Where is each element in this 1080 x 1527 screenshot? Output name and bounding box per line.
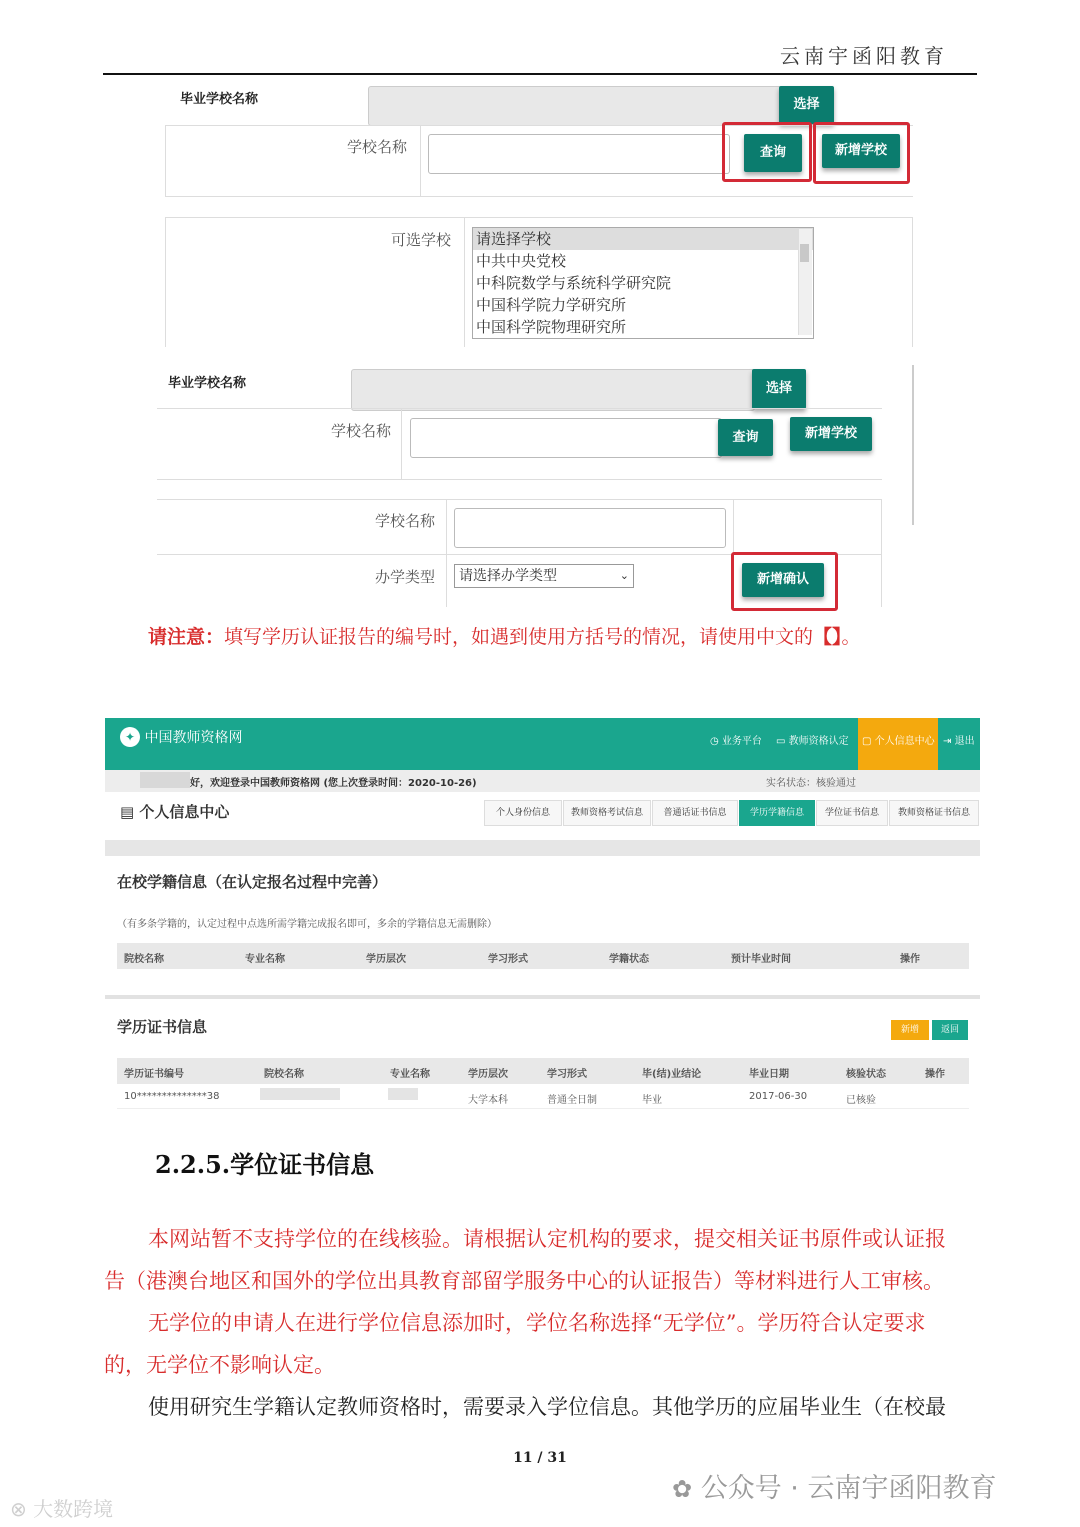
- nav-logout[interactable]: [943, 732, 975, 747]
- label-graduate-school: 毕业学校名称: [168, 376, 247, 391]
- notice-prefix: 请注意：: [148, 626, 225, 648]
- form-divider: [157, 479, 882, 480]
- cert-col-header: 学历证书编号: [124, 1069, 184, 1080]
- label-school-name-2: 学校名称: [375, 512, 436, 530]
- enroll-col-header: 学历层次: [366, 954, 406, 965]
- tab-exam[interactable]: 教师资格考试信息: [563, 800, 651, 826]
- cert-title: 学历证书信息: [117, 1018, 208, 1036]
- form-divider: [912, 365, 914, 525]
- scrollbar-thumb[interactable]: [800, 244, 809, 262]
- site-watermark: [10, 1493, 113, 1522]
- wechat-watermark: [672, 1466, 996, 1505]
- nav-personal-center[interactable]: [862, 732, 935, 747]
- enroll-col-header: 院校名称: [124, 954, 164, 965]
- form-divider: [464, 217, 465, 347]
- school-type-value: 请选择办学类型: [459, 568, 557, 584]
- list-option[interactable]: 中共中央党校: [476, 252, 567, 270]
- cert-col-header: 学历层次: [468, 1069, 508, 1080]
- notice-text: [148, 622, 861, 649]
- paragraph-line: 无学位的申请人在进行学位信息添加时，学位名称选择“无学位”。学历符合认定要求: [148, 1311, 926, 1335]
- page-title-text: 个人信息中心: [139, 803, 230, 821]
- paragraph-line: 的，无学位不影响认定。: [104, 1353, 335, 1377]
- cert-col-header: 专业名称: [390, 1069, 430, 1080]
- logout-icon: ⇥: [943, 736, 952, 747]
- blurred-school: [260, 1088, 340, 1100]
- label-school-name: 学校名称: [331, 422, 392, 440]
- enroll-title: 在校学籍信息（在认定报名过程中完善）: [117, 873, 388, 891]
- blurred-major: [388, 1088, 418, 1100]
- confirm-add-button[interactable]: 新增确认: [742, 563, 824, 597]
- cert-study-form: 普通全日制: [547, 1095, 597, 1106]
- nav-label: 个人信息中心: [874, 736, 935, 747]
- list-option[interactable]: 中科院数学与系统科学研究院: [476, 274, 672, 292]
- form-divider: [165, 196, 913, 197]
- form-divider: [165, 217, 913, 218]
- section-divider: [105, 840, 980, 856]
- tab-degree[interactable]: 学位证书信息: [816, 800, 888, 826]
- school-listbox[interactable]: [472, 227, 814, 339]
- cert-verify-status: 已核验: [846, 1095, 876, 1106]
- cert-number: 10**************38: [124, 1091, 220, 1102]
- select-button[interactable]: 选择: [779, 86, 834, 124]
- enroll-col-header: 专业名称: [245, 954, 285, 965]
- cert-col-header: 学习形式: [547, 1069, 587, 1080]
- notice-end: 。: [841, 626, 861, 648]
- archive-icon: ▤: [120, 803, 135, 821]
- cert-col-header: 操作: [925, 1069, 945, 1080]
- label-school-type: 办学类型: [375, 568, 436, 586]
- back-button[interactable]: 返回: [932, 1020, 968, 1040]
- list-option[interactable]: 中国科学院物理研究所: [476, 318, 627, 336]
- header-org: 云南宇函阳教育: [780, 44, 948, 68]
- cert-level: 大学本科: [468, 1095, 508, 1106]
- enroll-col-header: 学籍状态: [609, 954, 649, 965]
- notice-bracket: 【】: [813, 626, 842, 648]
- new-school-name-input[interactable]: [454, 508, 726, 548]
- cert-col-header: 毕(结)业结论: [642, 1069, 702, 1080]
- tab-education[interactable]: 学历学籍信息: [739, 800, 815, 826]
- list-option[interactable]: 请选择学校: [473, 228, 813, 250]
- watermark2-text: 大数跨境: [33, 1497, 114, 1521]
- tab-mandarin[interactable]: 普通话证书信息: [652, 800, 738, 826]
- select-button[interactable]: 选择: [752, 369, 806, 409]
- form-divider: [446, 499, 447, 607]
- watermark-text: 公众号 · 云南宇函阳教育: [700, 1473, 997, 1504]
- notice-body: 填写学历认证报告的编号时，如遇到使用方括号的情况，请使用中文的: [224, 626, 814, 648]
- blurred-name: [140, 772, 190, 788]
- tab-teacher-cert[interactable]: 教师资格证书信息: [889, 800, 979, 826]
- form-divider: [881, 499, 882, 607]
- site-logo-text: 中国教师资格网: [144, 730, 243, 746]
- link-icon: ⊗: [10, 1497, 27, 1521]
- query-button[interactable]: 查询: [744, 134, 802, 172]
- label-optional-school: 可选学校: [391, 231, 452, 249]
- enroll-note: （有多条学籍的，认定过程中点选所需学籍完成报名即可，多余的学籍信息无需删除）: [117, 919, 497, 930]
- new-school-button[interactable]: 新增学校: [822, 134, 900, 168]
- tab-identity[interactable]: 个人身份信息: [484, 800, 562, 826]
- welcome-text: 好，欢迎登录中国教师资格网 (您上次登录时间：2020-10-26): [190, 778, 477, 789]
- person-icon: ▢: [862, 736, 872, 747]
- list-option[interactable]: 中国科学院力学研究所: [476, 296, 627, 314]
- label-school-name: 学校名称: [347, 138, 408, 156]
- paragraph-line: 使用研究生学籍认定教师资格时，需要录入学位信息。其他学历的应届毕业生（在校最: [148, 1395, 946, 1419]
- nav-business-platform[interactable]: [710, 732, 762, 747]
- platform-icon: ◷: [710, 736, 719, 747]
- section-divider: [105, 995, 980, 999]
- cert-col-header: 核验状态: [846, 1069, 886, 1080]
- logo-icon: ✦: [120, 727, 140, 747]
- form-divider: [912, 217, 913, 347]
- enroll-col-header: 操作: [900, 954, 920, 965]
- label-graduate-school: 毕业学校名称: [180, 92, 259, 107]
- school-name-input[interactable]: [428, 134, 730, 174]
- new-school-button[interactable]: 新增学校: [790, 417, 872, 451]
- nav-label: 退出: [954, 736, 975, 747]
- site-logo[interactable]: [120, 727, 242, 747]
- enroll-col-header: 学习形式: [488, 954, 528, 965]
- nav-label: 业务平台: [721, 736, 762, 747]
- paragraph-line: 本网站暂不支持学位的在线核验。请根据认定机构的要求，提交相关证书原件或认证报: [148, 1227, 946, 1251]
- form-divider: [165, 217, 166, 347]
- add-button[interactable]: 新增: [891, 1020, 929, 1040]
- school-name-input[interactable]: [410, 418, 722, 458]
- form-divider: [157, 499, 882, 500]
- form-divider: [733, 499, 734, 554]
- cert-conclusion: 毕业: [642, 1095, 662, 1106]
- cert-col-header: 院校名称: [264, 1069, 304, 1080]
- school-type-select[interactable]: [454, 564, 634, 588]
- nav-teacher-cert[interactable]: [776, 732, 849, 747]
- cert-table-header: [117, 1058, 969, 1084]
- form-divider: [157, 408, 882, 409]
- header-rule: [103, 73, 977, 75]
- form-divider: [165, 125, 166, 197]
- query-button[interactable]: 查询: [718, 419, 773, 456]
- enroll-col-header: 预计毕业时间: [731, 954, 791, 965]
- monitor-icon: ▭: [776, 736, 786, 747]
- page-number: 11 / 31: [513, 1450, 567, 1466]
- chevron-down-icon: ⌄: [619, 569, 629, 582]
- nav-label: 教师资格认定: [788, 736, 849, 747]
- paragraph-line: 告（港澳台地区和国外的学位出具教育部留学服务中心的认证报告）等材料进行人工审核。: [104, 1269, 944, 1293]
- cert-grad-date: 2017-06-30: [749, 1091, 808, 1102]
- realname-status: 实名状态：核验通过: [766, 778, 856, 789]
- section-heading: 2.2.5.学位证书信息: [155, 1150, 375, 1179]
- form-divider: [420, 125, 421, 197]
- cert-col-header: 毕业日期: [749, 1069, 789, 1080]
- wechat-icon: ✿: [672, 1475, 693, 1503]
- table-row[interactable]: [117, 1084, 969, 1109]
- form-divider: [401, 408, 402, 480]
- graduate-school-field[interactable]: [368, 86, 782, 126]
- graduate-school-field[interactable]: [351, 369, 755, 411]
- page-title: [120, 801, 229, 822]
